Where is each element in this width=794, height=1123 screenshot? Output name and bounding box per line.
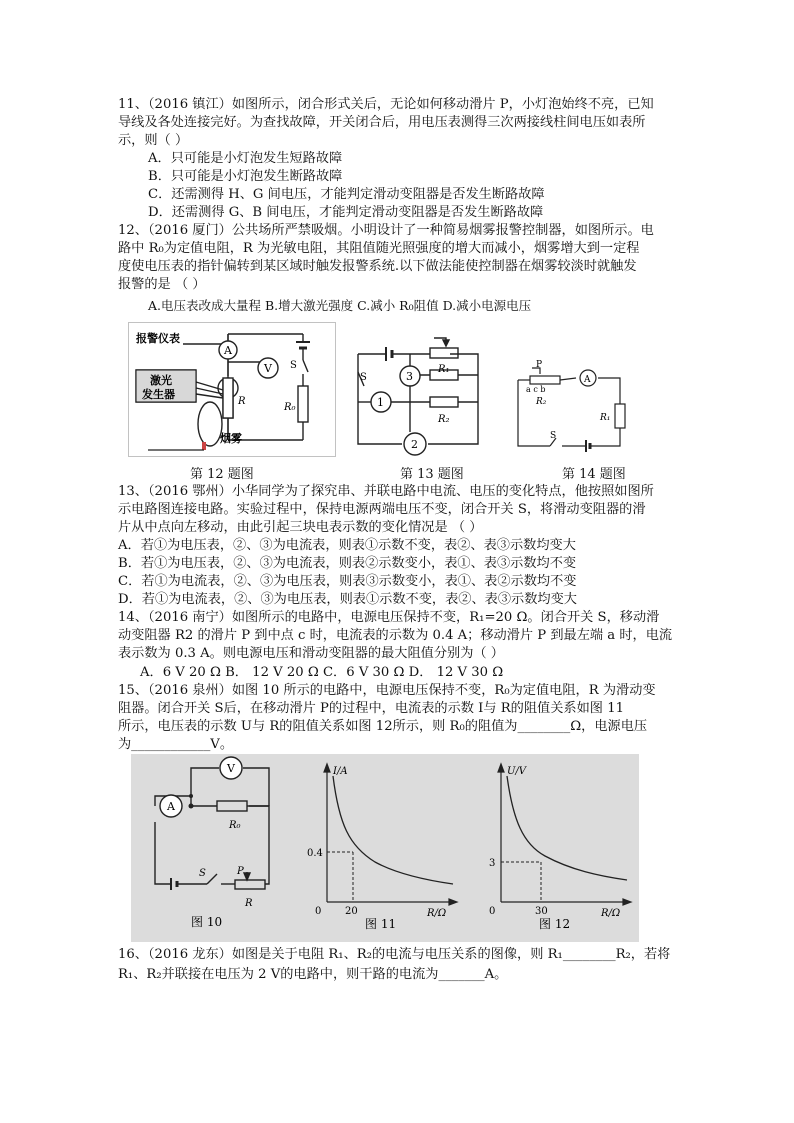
q11-option-d: D．还需测得 G、B 间电压，才能判定滑动变阻器是否发生断路故障 bbox=[148, 205, 544, 220]
figure-12-chart bbox=[479, 754, 639, 942]
fig10-ammeter-symbol: A bbox=[167, 800, 175, 813]
figure-12-circuit bbox=[128, 322, 336, 457]
q13-option-a: A．若①为电压表，②、③为电流表，则表①示数不变，表②、表③示数均变大 bbox=[118, 538, 576, 553]
q14-line2: 动变阻器 R2 的滑片 P 到中点 c 时，电流表的示数为 0.4 A；移动滑片 P 到最左端 a 时，电流 bbox=[118, 628, 673, 643]
fig14-r1-label: R₁ bbox=[600, 413, 611, 423]
q11-option-a: A．只可能是小灯泡发生短路故障 bbox=[148, 151, 343, 166]
figure-13-circuit bbox=[350, 332, 490, 457]
fig13-r1-label: R₁ bbox=[438, 364, 450, 375]
figure-14-circuit bbox=[510, 358, 630, 453]
fig11-ytick-0: 0.4 bbox=[307, 848, 323, 859]
q15-line1: 15、（2016 泉州）如图 10 所示的电路中，电源电压保持不变，R₀为定值电阻，R 为滑动变 bbox=[118, 683, 656, 698]
fig12-r-label: R bbox=[238, 396, 246, 407]
fig14-r2-label: R₂ bbox=[536, 397, 547, 407]
q15-line2: 阻器。闭合开关 S后，在移动滑片 P的过程中，电流表的示数 I与 R的阻值关系如图 11 bbox=[118, 701, 624, 716]
fig12chart-xtick-0: 0 bbox=[489, 906, 496, 917]
q11-line1: 11、（2016 镇江）如图所示，闭合形式关后，无论如何移动滑片 P，小灯泡始终不亮，已知 bbox=[118, 97, 654, 112]
q11-line2: 导线及各处连接完好。为查找故障，开关闭合后，用电压表测得三次两接线柱间电压如表所 bbox=[118, 115, 646, 130]
q12-line2: 路中 R₀为定值电阻，R 为光敏电阻，其阻值随光照强度的增大而减小，烟雾增大到一定程 bbox=[118, 241, 640, 256]
fig11-xlabel: R/Ω bbox=[427, 908, 447, 919]
fig12chart-xlabel: R/Ω bbox=[601, 908, 621, 919]
fig12-ammeter-symbol: A bbox=[224, 344, 232, 357]
caption-fig12: 第 12 题图 bbox=[190, 467, 254, 482]
q14-options: A．6 V 20 Ω B． 12 V 20 Ω C．6 V 30 Ω D． 12 V 30 Ω bbox=[140, 665, 504, 680]
q14-line1: 14、（2016 南宁）如图所示的电路中，电源电压保持不变，R₁=20 Ω。闭合开关 S，移动滑 bbox=[118, 610, 660, 625]
q11-option-b: B．只可能是小灯泡发生断路故障 bbox=[148, 169, 343, 184]
q11-line3: 示，则（ ） bbox=[118, 133, 189, 148]
q13-option-b: B．若①为电压表，②、③为电流表，则表②示数变小，表①、表③示数均不变 bbox=[118, 556, 577, 571]
fig13-r2-label: R₂ bbox=[438, 414, 450, 425]
fig14-switch-label: S bbox=[550, 431, 557, 441]
fig10-voltmeter-symbol: V bbox=[227, 762, 235, 775]
fig12-voltmeter-symbol: V bbox=[264, 362, 272, 375]
q13-line2: 示电路图连接电路。实验过程中，保持电源两端电压不变，闭合开关 S，将滑动变阻器的滑 bbox=[118, 502, 646, 517]
q14-line3: 表示数为 0.3 A。则电源电压和滑动变阻器的最大阻值分别为（ ） bbox=[118, 646, 504, 661]
q15-line3: 所示，电压表的示数 U与 R的阻值关系如图 12所示，则 R₀的阻值为________Ω，电源电压 bbox=[118, 719, 648, 734]
fig10-p-label: P bbox=[237, 866, 244, 877]
q16-line1: 16、（2016 龙东）如图是关于电阻 R₁、R₂的电流与电压关系的图像，则 R₁________R₂，若将 bbox=[118, 947, 671, 962]
fig11-xtick-1: 20 bbox=[345, 906, 358, 917]
caption-fig13: 第 13 题图 bbox=[400, 467, 464, 482]
q11-option-c: C．还需测得 H、G 间电压，才能判定滑动变阻器是否发生断路故障 bbox=[148, 187, 545, 202]
figures-10-11-12-panel bbox=[131, 754, 639, 942]
q12-line4: 报警的是 （ ） bbox=[118, 277, 206, 292]
fig10-caption: 图 10 bbox=[191, 915, 223, 929]
fig12-switch-label: S bbox=[290, 360, 297, 371]
q12-line1: 12、（2016 厦门）公共场所严禁吸烟。小明设计了一种简易烟雾报警控制器，如图所示。电 bbox=[118, 223, 654, 238]
fig13-meter-3: 3 bbox=[406, 370, 413, 383]
q13-option-c: C．若①为电流表，②、③为电压表，则表③示数变小，表①、表②示数均不变 bbox=[118, 574, 577, 589]
q15-line4: 为____________V。 bbox=[118, 737, 234, 752]
fig12chart-ylabel: U/V bbox=[507, 766, 527, 777]
fig14-p-label: P bbox=[536, 360, 543, 370]
fig12chart-ytick-0: 3 bbox=[489, 858, 496, 869]
fig13-meter-2: 2 bbox=[411, 438, 418, 451]
q13-line3: 片从中点向左移动，由此引起三块电表示数的变化情况是 （ ） bbox=[118, 520, 483, 535]
fig13-switch-label: S bbox=[360, 372, 367, 383]
fig14-abc-label: a c b bbox=[526, 385, 546, 394]
fig10-switch-label: S bbox=[199, 868, 206, 879]
fig12chart-curve bbox=[507, 776, 627, 880]
fig11-caption: 图 11 bbox=[365, 917, 397, 931]
figure-11-chart bbox=[305, 754, 465, 942]
fig12chart-caption: 图 12 bbox=[539, 917, 571, 931]
fig11-ylabel: I/A bbox=[333, 766, 348, 777]
fig12-alarm-label: 报警仪表 bbox=[136, 332, 180, 345]
fig13-meter-1: 1 bbox=[377, 396, 384, 409]
fig12-laser-label-2: 发生器 bbox=[142, 388, 175, 401]
q13-option-d: D．若①为电流表，②、③为电压表，则表①示数不变，表②、表③示数均变大 bbox=[118, 592, 577, 607]
caption-fig14: 第 14 题图 bbox=[562, 467, 626, 482]
fig12chart-xtick-1: 30 bbox=[535, 906, 548, 917]
fig10-r0-label: R₀ bbox=[229, 820, 241, 831]
fig12-smoke-label: 烟雾 bbox=[220, 432, 242, 445]
q16-line2: R₁、R₂并联接在电压为 2 V的电路中，则干路的电流为_______A。 bbox=[118, 967, 508, 982]
fig12-r0-label: R₀ bbox=[284, 402, 296, 413]
q12-line3: 度使电压表的指针偏转到某区域时触发报警系统.以下做法能使控制器在烟雾较淡时就触发 bbox=[118, 259, 637, 274]
fig14-ammeter-symbol: A bbox=[584, 375, 591, 385]
fig12-laser-label-1: 激光 bbox=[150, 374, 172, 387]
fig11-xtick-0: 0 bbox=[315, 906, 322, 917]
q12-options: A.电压表改成大量程 B.增大激光强度 C.减小 R₀阻值 D.减小电源电压 bbox=[148, 298, 532, 313]
q13-line1: 13、（2016 鄂州）小华同学为了探究串、并联电路中电流、电压的变化特点，他按照如图所 bbox=[118, 484, 654, 499]
fig11-curve bbox=[333, 776, 453, 884]
fig10-r-label: R bbox=[245, 898, 253, 909]
